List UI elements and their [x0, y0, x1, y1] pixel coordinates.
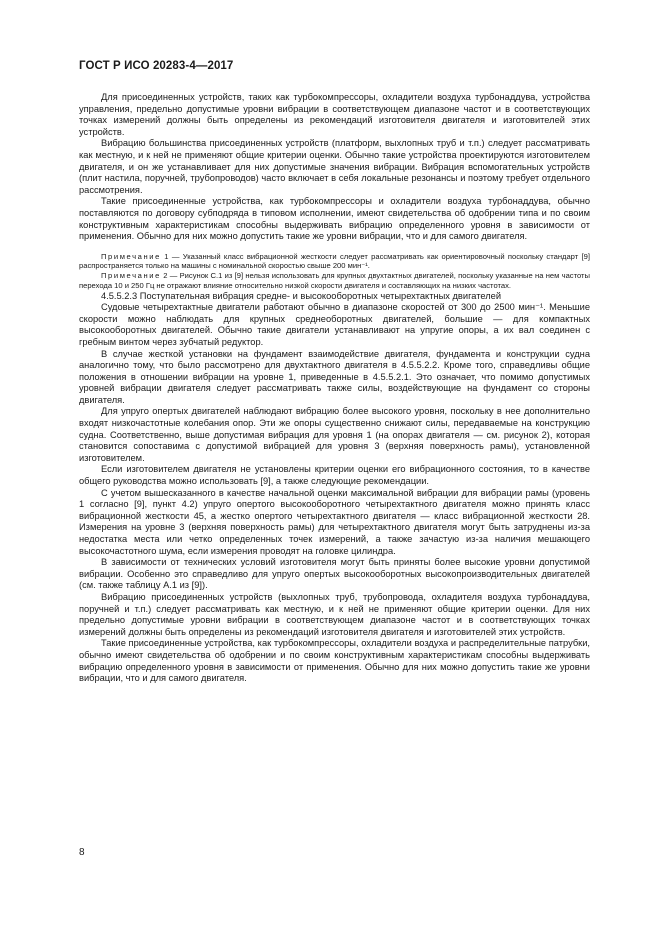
- document-header: ГОСТ Р ИСО 20283-4—2017: [79, 60, 234, 72]
- page-number: 8: [79, 847, 85, 858]
- paragraph: Вибрацию присоединенных устройств (выхлопных труб, трубопровода, охладителя воздуха турбонаддува, поручней и т.п.) следует рассматривать как местную, и к ней не применяют общие критерии оценки. Для них предельно допустимые уровни вибрации в соответствующем диапазоне частот и в соответствующих точках измерений должны быть определены из рекомендаций изготовителя двигателя и изготовителей этих устройств.: [79, 591, 590, 637]
- paragraph: С учетом вышесказанного в качестве начальной оценки максимальной вибрации для вибрации рамы (уровень 1 согласно [9], пункт 4.2) упруго опертого высокооборотного четырехтактного двигателя можно принять класс вибрационной жесткости 45, а жестко опертого четырехтактного двигателя — класс вибрационной жесткости 28. Измерения на уровне 3 (верхняя поверхность рамы) для четырехтактного двигателя могут быть затруднены из-за недостатка места или четко определенных точек измерений, а также зачастую из-за наличия мешающего высокочастотного шума, если измерения проводят на головке цилиндра.: [79, 487, 590, 556]
- note-2: [79, 271, 590, 290]
- note-label: Примечание: [101, 271, 161, 281]
- note-text: — Указанный класс вибрационной жесткости следует рассматривать как ориентировочный поскольку стандарт [9] распространяется только на машины с номинальной скоростью свыше 200 мин⁻¹.: [79, 251, 590, 271]
- paragraph: Вибрацию большинства присоединенных устройств (платформ, выхлопных труб и т.п.) следует рассматривать как местную, и к ней не применяют общие критерии оценки. Обычно такие устройства проектируются изготовителем двигателя, и он же устанавливает для них допустимые значения вибрации. Вибрация вспомогательных устройств (плит настила, поручней, трубопроводов) часто включает в себя локальные резонансы и поэтому требует отдельного рассмотрения.: [79, 138, 590, 195]
- note-1: [79, 252, 590, 271]
- section-heading: 4.5.5.2.3 Поступательная вибрация средне- и высокооборотных четырехтактных двигателей: [101, 290, 502, 301]
- note-label: Примечание: [101, 251, 161, 261]
- paragraph: Если изготовителем двигателя не установлены критерии оценки его вибрационного состояния, то в качестве общего руководства можно использовать [9], а также следующие рекомендации.: [79, 464, 590, 487]
- paragraph: В случае жесткой установки на фундамент взаимодействие двигателя, фундамента и конструкции судна аналогично тому, что было рассмотрено для двухтактного двигателя в 4.5.5.2.2. Кроме того, справедливы общие положения в отношении вибрации на уровне 1, приведенные в 4.5.5.2.1. Это означает, что помимо допустимых уровней вибрации двигателя следует рассматривать также силы, воздействующие на фундамент со стороны двигателя.: [79, 348, 590, 405]
- paragraph: Судовые четырехтактные двигатели работают обычно в диапазоне скоростей от 300 до 2500 мин⁻¹. Меньшие скорости можно наблюдать для крупных среднеоборотных двигателей, большие — для компактных высокооборотных двигателей. Обычно такие двигатели устанавливают на упругие опоры, а их вал соединен с гребным винтом через зубчатый редуктор.: [79, 302, 590, 347]
- paragraph: В зависимости от технических условий изготовителя могут быть приняты более высокие уровни допустимой вибрации. Особенно это справедливо для упруго опертых высокооборотных высокопроизводительных двигателей (см. также таблицу А.1 из [9]).: [79, 557, 590, 591]
- note-number: 1: [164, 251, 169, 261]
- paragraph: Для упруго опертых двигателей наблюдают вибрацию более высокого уровня, поскольку в нее дополнительно входят низкочастотные колебания опор. Эти же опоры существенно снижают силы, передаваемые на конструкцию судна. Соответственно, выше допустимая вибрация для уровня 1 (на опорах двигателя — см. рисунок 2), которая становится сопоставима с допустимой вибрацией для уровня 3 (верхняя поверхность рамы), установленной изготовителем.: [79, 406, 590, 463]
- note-text: — Рисунок С.1 из [9] нельзя использовать для крупных двухтактных двигателей, поскольку указанные на нем частоты перехода 10 и 250 Гц не отражают влияние относительно низкой скорости двигателя и составляющих на низких частотах.: [79, 271, 590, 290]
- paragraph: Для присоединенных устройств, таких как турбокомпрессоры, охладители воздуха турбонаддува, устройства управления, предельно допустимые уровни вибрации в соответствующем диапазоне частот и в соответствующих точках измерений должны быть определены из рекомендаций изготовителя двигателя и изготовителей этих устройств.: [79, 92, 590, 137]
- paragraph: Такие присоединенные устройства, как турбокомпрессоры и охладители воздуха турбонаддува, обычно поставляются по договору субподряда в типовом исполнении, имеют свидетельства об одобрении типа и по своим конструктивным характеристикам способны выдерживать вибрацию определенного уровня в зависимости от применения. Обычно для них можно допустить такие же уровни вибрации, что и для самого двигателя.: [79, 196, 590, 242]
- paragraph: Такие присоединенные устройства, как турбокомпрессоры, охладители воздуха и распределительные патрубки, обычно имеют свидетельства об одобрении и по своим конструктивным характеристикам способны выдерживать вибрацию определенного уровня в зависимости от применения. Обычно для них можно допустить такие же уровни вибрации, что и для самого двигателя.: [79, 638, 590, 684]
- page-body: [79, 92, 590, 685]
- note-number: 2: [163, 271, 168, 281]
